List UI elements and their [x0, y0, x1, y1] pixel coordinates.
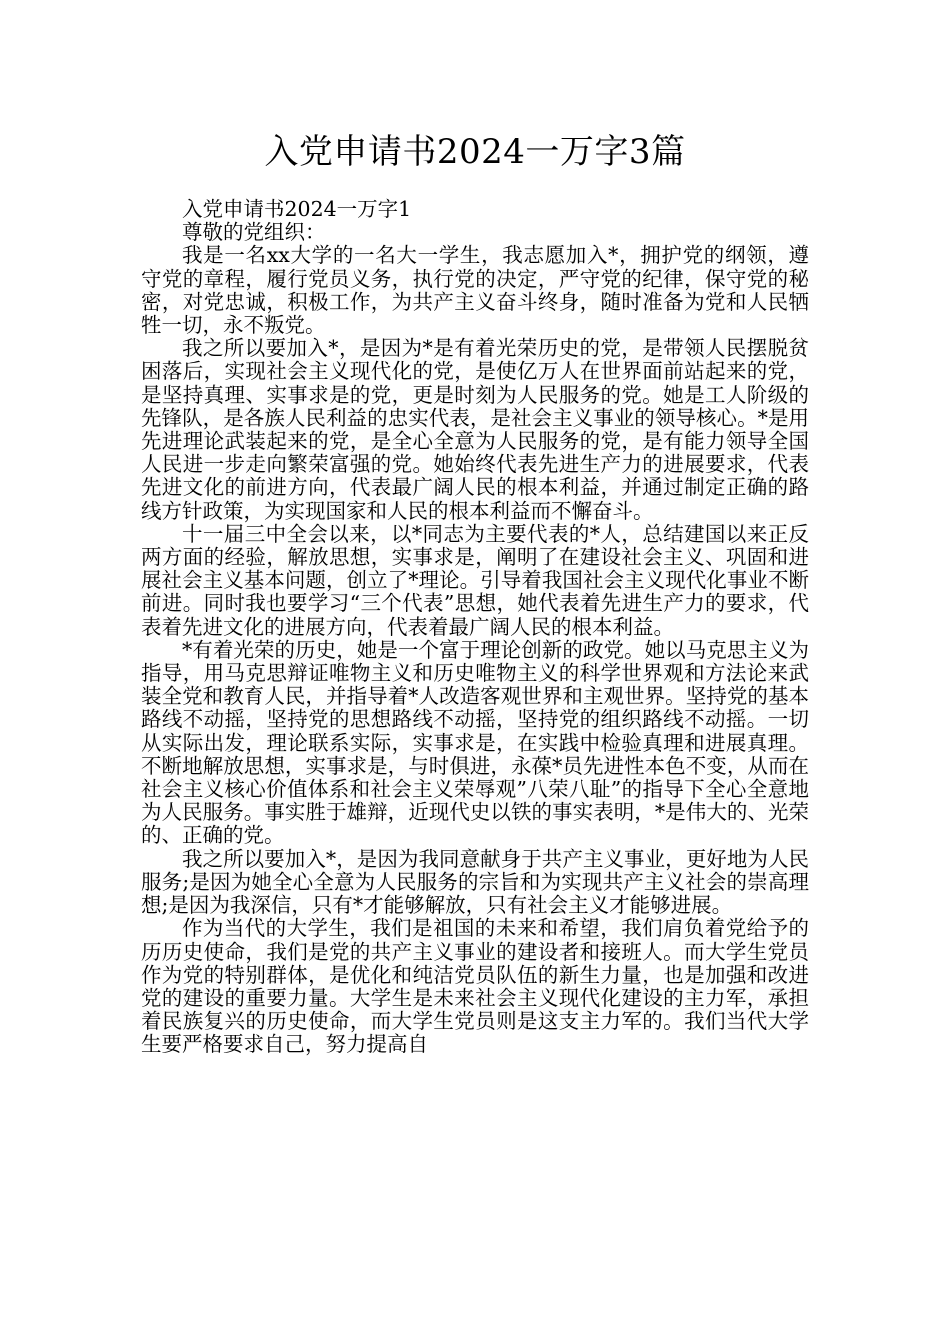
- salutation: 尊敬的党组织：: [182, 220, 326, 245]
- document-title: 入党申请书2024一万字3篇: [264, 132, 686, 172]
- paragraph: 我之所以要加入*，是因为*是有着光荣历史的党，是带领人民摆脱贫困落后，实现社会主义现代化的党，是使亿万人在世界面前站起来的党，是坚持真理、实事求是的党，更是时刻为人民服务的党。她是工人阶级的先锋队，是各族人民利益的忠实代表，是社会主义事业的领导核心。*是用先进理论武装起来的党，是全心全意为人民服务的党，是有能力领导全国人民进一步走向繁荣富强的党。她始终代表先进生产力的进展要求，代表先进文化的前进方向，代表最广阔人民的根本利益，并通过制定正确的路线方针政策，为实现国家和人民的根本利益而不懈奋斗。: [141, 336, 809, 523]
- paragraph: 我之所以要加入*，是因为我同意献身于共产主义事业，更好地为人民服务;是因为她全心全意为人民服务的宗旨和为实现共产主义社会的崇高理想;是因为我深信，只有*才能够解放，只有社会主义才能够进展。: [141, 846, 809, 918]
- paragraph: 十一届三中全会以来，以*同志为主要代表的*人，总结建国以来正反两方面的经验，解放思想，实事求是，阐明了在建设社会主义、巩固和进展社会主义基本问题，创立了*理论。引导着我国社会主义现代化事业不断前进。同时我也要学习“三个代表”思想，她代表着先进生产力的要求，代表着先进文化的进展方向，代表着最广阔人民的根本利益。: [141, 521, 809, 639]
- paragraph: 作为当代的大学生，我们是祖国的未来和希望，我们肩负着党给予的历历史使命，我们是党的共产主义事业的建设者和接班人。而大学生党员作为党的特别群体，是优化和纯洁党员队伍的新生力量，也是加强和改进党的建设的重要力量。大学生是未来社会主义现代化建设的主力军，承担着民族复兴的历史使命，而大学生党员则是这支主力军的。我们当代大学生要严格要求自己，努力提高自: [141, 916, 809, 1057]
- document-page: [141, 0, 809, 1344]
- paragraph: 我是一名xx大学的一名大一学生，我志愿加入*，拥护党的纲领，遵守党的章程，履行党员义务，执行党的决定，严守党的纪律，保守党的秘密，对党忠诚，积极工作，为共产主义奋斗终身，随时准备为党和人民牺牲一切，永不叛党。: [141, 243, 809, 338]
- paragraph: *有着光荣的历史，她是一个富于理论创新的政党。她以马克思主义为指导，用马克思辩证唯物主义和历史唯物主义的科学世界观和方法论来武装全党和教育人民，并指导着*人改造客观世界和主观世界。坚持党的基本路线不动摇，坚持党的思想路线不动摇，坚持党的组织路线不动摇。一切从实际出发，理论联系实际，实事求是，在实践中检验真理和进展真理。不断地解放思想，实事求是，与时俱进，永葆*员先进性本色不变，从而在社会主义核心价值体系和社会主义荣辱观”八荣八耻”的指导下全心全意地为人民服务。事实胜于雄辩，近现代史以铁的事实表明，*是伟大的、光荣的、正确的党。: [141, 637, 809, 848]
- section-heading: 入党申请书2024一万字1: [182, 197, 412, 221]
- document-body: [141, 198, 809, 1057]
